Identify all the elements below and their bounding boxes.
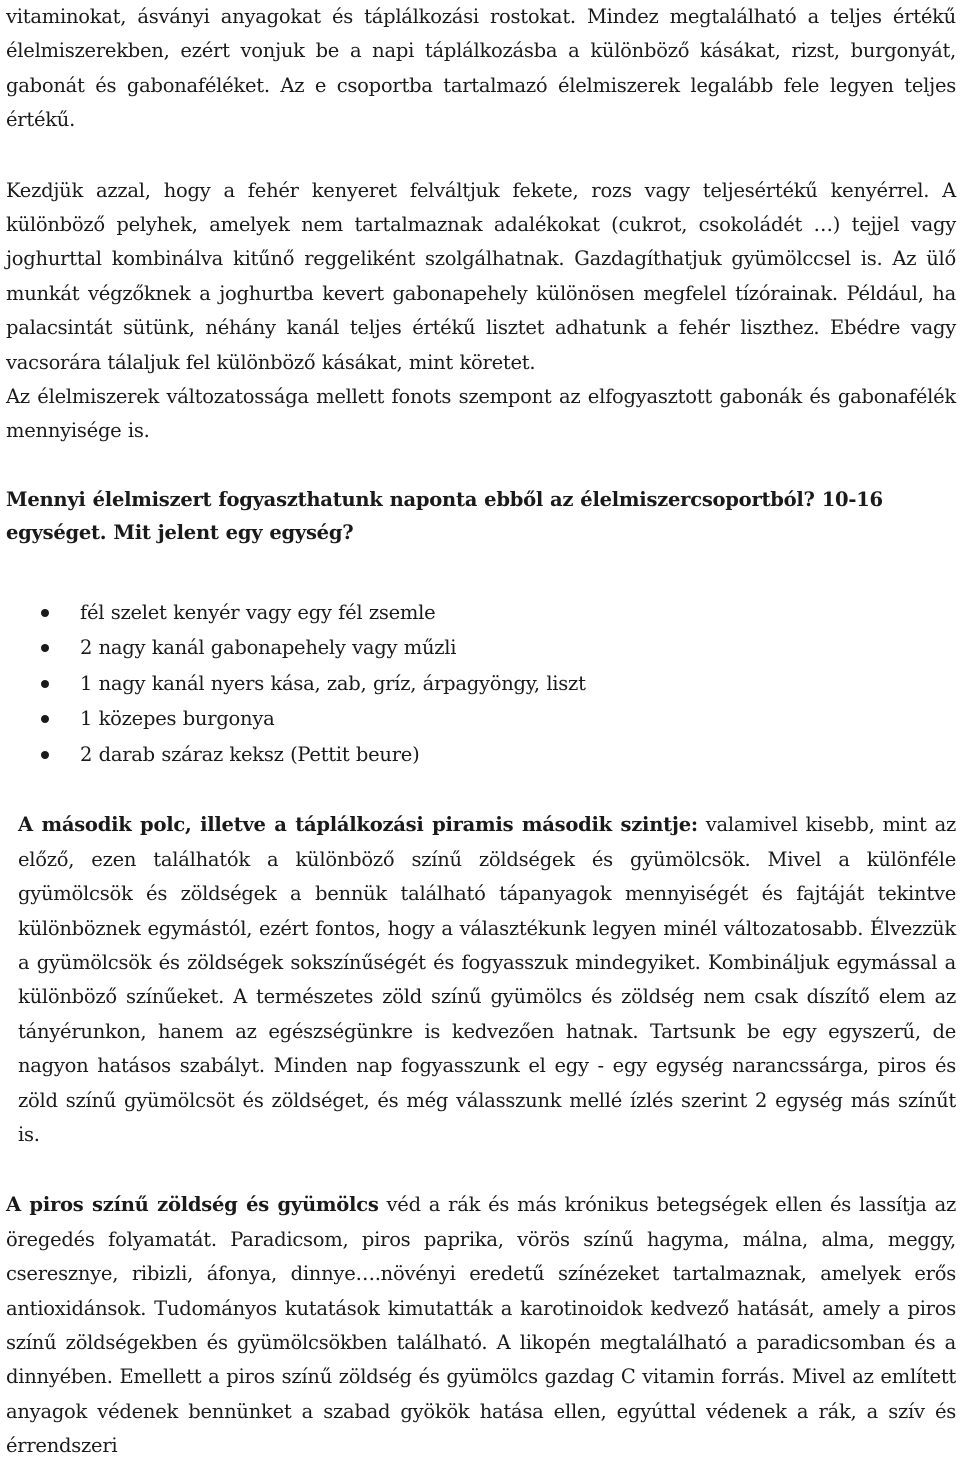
list-item-text: 1 nagy kanál nyers kása, zab, gríz, árpagyöngy, liszt <box>80 671 586 695</box>
question-heading: Mennyi élelmiszert fogyaszthatunk naponta ebből az élelmiszercsoportból? 10-16 egységet. Mit jelent egy egység? <box>6 487 883 544</box>
paragraph-variety: Az élelmiszerek változatossága mellett fonots szempont az elfogyasztott gabonák és gabonafélék mennyisége is. <box>6 385 956 443</box>
list-item <box>6 666 956 702</box>
list-item-text: 2 nagy kanál gabonapehely vagy műzli <box>80 636 457 660</box>
document-page <box>6 0 956 1464</box>
bullet-icon <box>41 644 49 652</box>
list-item-text: 1 közepes burgonya <box>80 707 275 731</box>
bullet-icon <box>41 715 49 723</box>
red-section-text: véd a rák és más krónikus betegségek ellen és lassítja az öregedés folyamatát. Paradicsom, piros paprika, vörös színű hagyma, málna, alma, meggy, cseresznye, ribizli, áfonya, dinnye….növényi eredetű színézeket tartalmaznak, amelyek erős antioxidánsok. Tudományos kutatások kimutatták a karotinoidok kedvező hatását, amely a piros színű zöldségekben és gyümölcsökben található. A likopén megtalálható a paradicsomban és a dinnyében. Emellett a piros színű zöldség és gyümölcs gazdag C vitamin forrás. Mivel az említett anyagok védenek bennünket a szabad gyökök hatása ellen, egyúttal védenek a rák, a szív és érrendszeri <box>6 1193 956 1458</box>
list-item-text: fél szelet kenyér vagy egy fél zsemle <box>80 600 436 624</box>
red-section-lead: A piros színű zöldség és gyümölcs <box>6 1193 379 1217</box>
second-shelf-text: valamivel kisebb, mint az előző, ezen találhatók a különböző színű zöldségek és gyümölcsök. Mivel a különféle gyümölcsök és zöldségek a bennük található tápanyagok mennyiségét és fajtáját tekintve különböznek egymástól, ezért fontos, hogy a választékunk legyen minél változatosabb. Élvezzük a gyümölcsök és zöldségek sokszínűségét és fogyasszuk mindegyiket. Kombináljuk egymással a különböző színűeket. A természetes zöld színű gyümölcs és zöldség nem csak díszítő elem az tányérunkon, hanem az egészségünkre is kedvezően hatnak. Tartsunk be egy egyszerű, de nagyon hatásos szabályt. Minden nap fogyasszunk el egy - egy egység narancssárga, piros és zöld színű gyümölcsöt és zöldséget, és még válasszunk mellé ízlés szerint 2 egység más színűt is. <box>18 813 956 1147</box>
paragraph-grains-intro: vitaminokat, ásványi anyagokat és táplálkozási rostokat. Mindez megtalálható a teljes értékű élelmiszerekben, ezért vonjuk be a napi táplálkozásba a különböző kásákat, rizst, burgonyát, gabonát és gabonaféléket. Az e csoportba tartalmazó élelmiszerek legalább fele legyen teljes értékű. <box>6 5 956 132</box>
unit-list <box>6 595 956 773</box>
bullet-icon <box>41 751 49 759</box>
list-item-text: 2 darab száraz keksz (Pettit beure) <box>80 742 420 766</box>
bullet-icon <box>41 609 49 617</box>
bullet-icon <box>41 680 49 688</box>
list-item <box>6 595 956 631</box>
list-item <box>6 701 956 737</box>
list-item <box>6 737 956 773</box>
list-item <box>6 630 956 666</box>
paragraph-second-shelf <box>6 808 956 1152</box>
second-shelf-lead: A második polc, illetve a táplálkozási piramis második szintje: <box>18 813 698 837</box>
paragraph-red-produce <box>6 1188 956 1463</box>
paragraph-bread-and-flakes: Kezdjük azzal, hogy a fehér kenyeret felváltjuk fekete, rozs vagy teljesértékű kenyérrel. A különböző pelyhek, amelyek nem tartalmaznak adalékokat (cukrot, csokoládét …) tejjel vagy joghurttal kombinálva kitűnő reggeliként szolgálhatnak. Gazdagíthatjuk gyümölccsel is. Az ülő munkát végzőknek a joghurtba kevert gabonapehely különösen megfelel tízórainak. Például, ha palacsintát sütünk, néhány kanál teljes értékű lisztet adhatunk a fehér liszthez. Ebédre vagy vacsorára tálaljuk fel különböző kásákat, mint köretet. <box>6 178 956 374</box>
